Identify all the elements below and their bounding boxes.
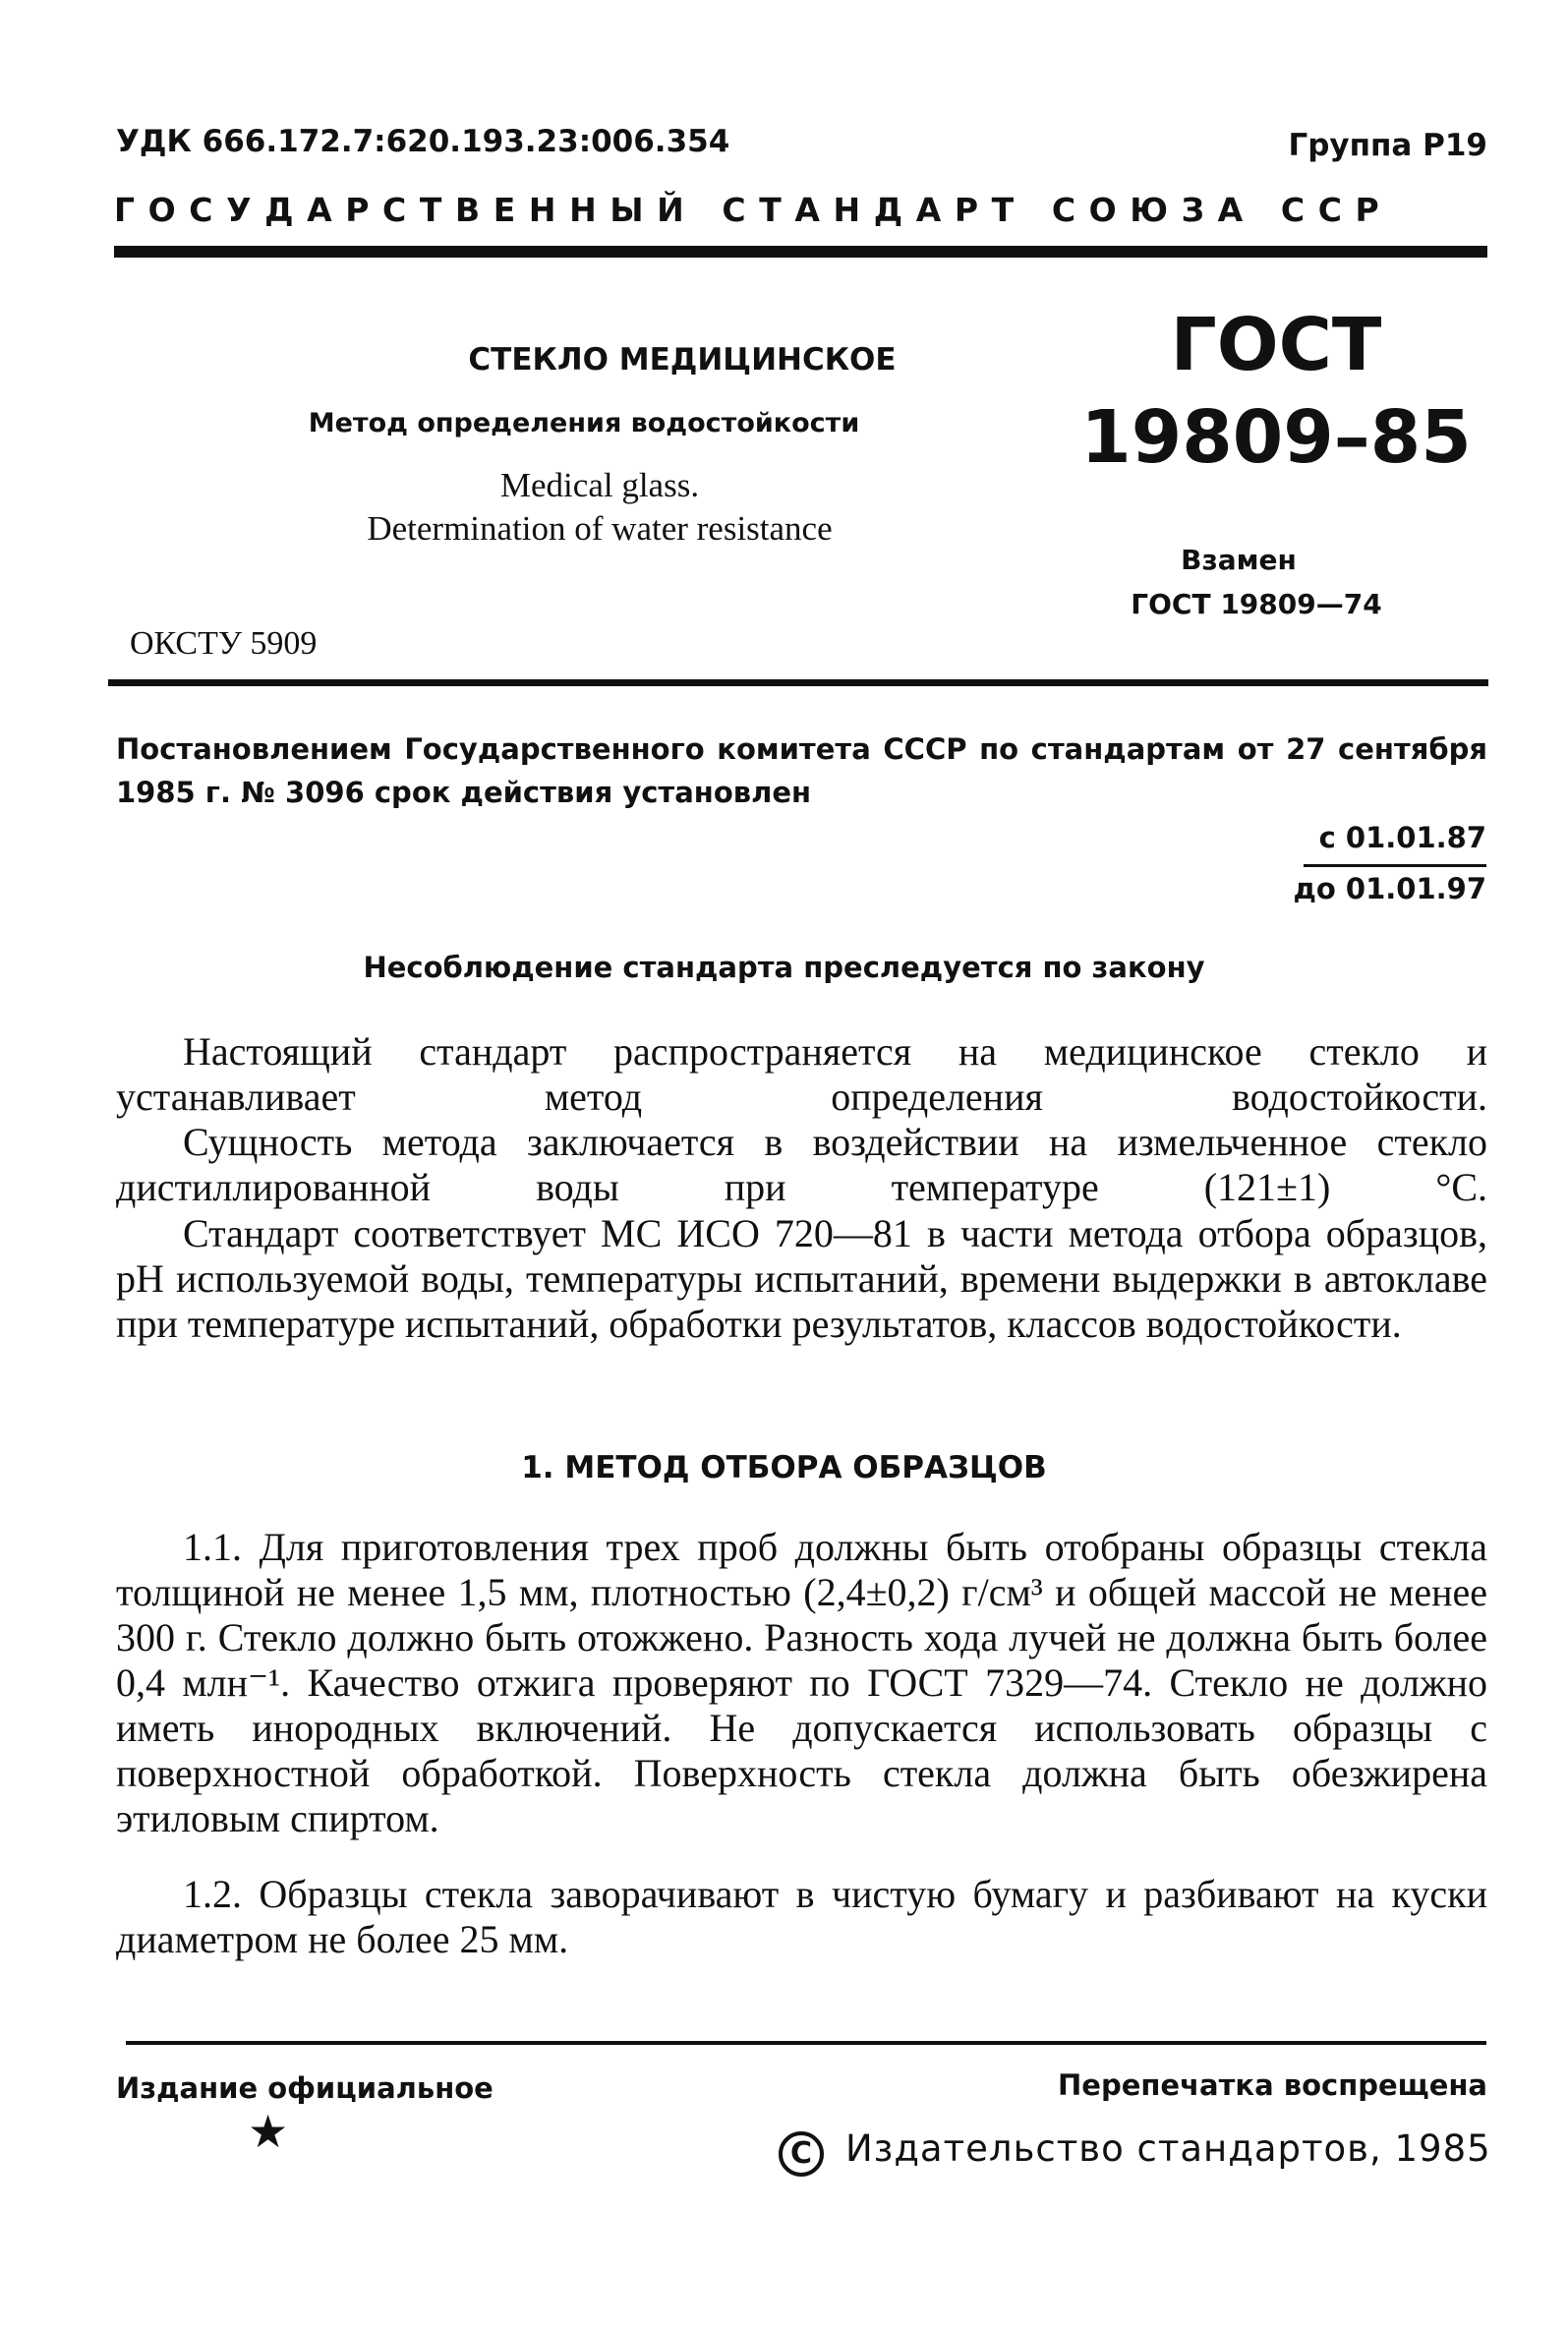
oksty-code: ОКСТУ 5909 [130,625,318,662]
gost-number: 19809–85 [1080,395,1472,480]
gost-label: ГОСТ [1170,303,1382,387]
intro-paragraph-1: Настоящий стандарт распространяется на медицинское стекло и устанавливает метод определения водостойкости. [116,1029,1487,1119]
effective-date-to: до 01.01.97 [1293,872,1486,905]
group-code: Группа Р19 [1288,128,1487,163]
intro-paragraph-3: Стандарт соответствует МС ИСО 720—81 в части метода отбора образцов, pH используемой воды, температуры испытаний, времени выдержки в автоклаве при температуре испытаний, обработки результатов, классов водостойкости. [116,1211,1487,1346]
english-title-line-2: Determination of water resistance [367,509,833,548]
document-subtitle: Метод определения водостойкости [308,408,860,438]
english-title [285,464,914,551]
section-title: 1. МЕТОД ОТБОРА ОБРАЗЦОВ [521,1450,1047,1485]
replaces-label: Взамен [1181,544,1297,576]
document-title: СТЕКЛО МЕДИЦИНСКОЕ [468,342,897,378]
top-divider [114,246,1487,258]
replaces-value: ГОСТ 19809—74 [1131,588,1382,620]
state-standard-heading: ГОСУДАРСТВЕННЫЙ СТАНДАРТ СОЮЗА ССР [114,191,1393,229]
reprint-prohibited-label: Перепечатка воспрещена [1058,2068,1487,2102]
star-icon: ★ [248,2105,289,2158]
effective-date-from: с 01.01.87 [1318,821,1486,854]
middle-divider [108,679,1488,686]
intro-paragraph-2: Сущность метода заключается в воздействии на измельченное стекло дистиллированной воды при температуре (121±1) °С. [116,1120,1487,1209]
bottom-divider [126,2041,1486,2045]
decree-text: Постановлением Государственного комитета СССР по стандартам от 27 сентября 1985 г. № 3096 срок действия установлен [116,732,1487,809]
date-divider [1304,864,1486,867]
copyright-icon: C [779,2131,824,2177]
official-edition-label: Издание официальное [116,2071,494,2105]
clause-1-2: 1.2. Образцы стекла заворачивают в чистую бумагу и разбивают на куски диаметром не более 25 мм. [116,1872,1487,1961]
legal-warning: Несоблюдение стандарта преследуется по закону [363,951,1205,984]
udc-code: УДК 666.172.7:620.193.23:006.354 [116,124,730,159]
publisher-line: Издательство стандартов, 1985 [845,2127,1491,2170]
clause-1-1: 1.1. Для приготовления трех проб должны быть отобраны образцы стекла толщиной не менее 1,5 мм, плотностью (2,4±0,2) г/см³ и общей массой не менее 300 г. Стекло должно быть отожжено. Разность хода лучей не должна быть более 0,4 млн⁻¹. Качество отжига проверяют по ГОСТ 7329—74. Стекло не должно иметь инородных включений. Не допускается использовать образцы с поверхностной обработкой. Поверхность стекла должна быть обезжирена этиловым спиртом. [116,1525,1487,1840]
english-title-line-1: Medical glass. [499,466,700,504]
